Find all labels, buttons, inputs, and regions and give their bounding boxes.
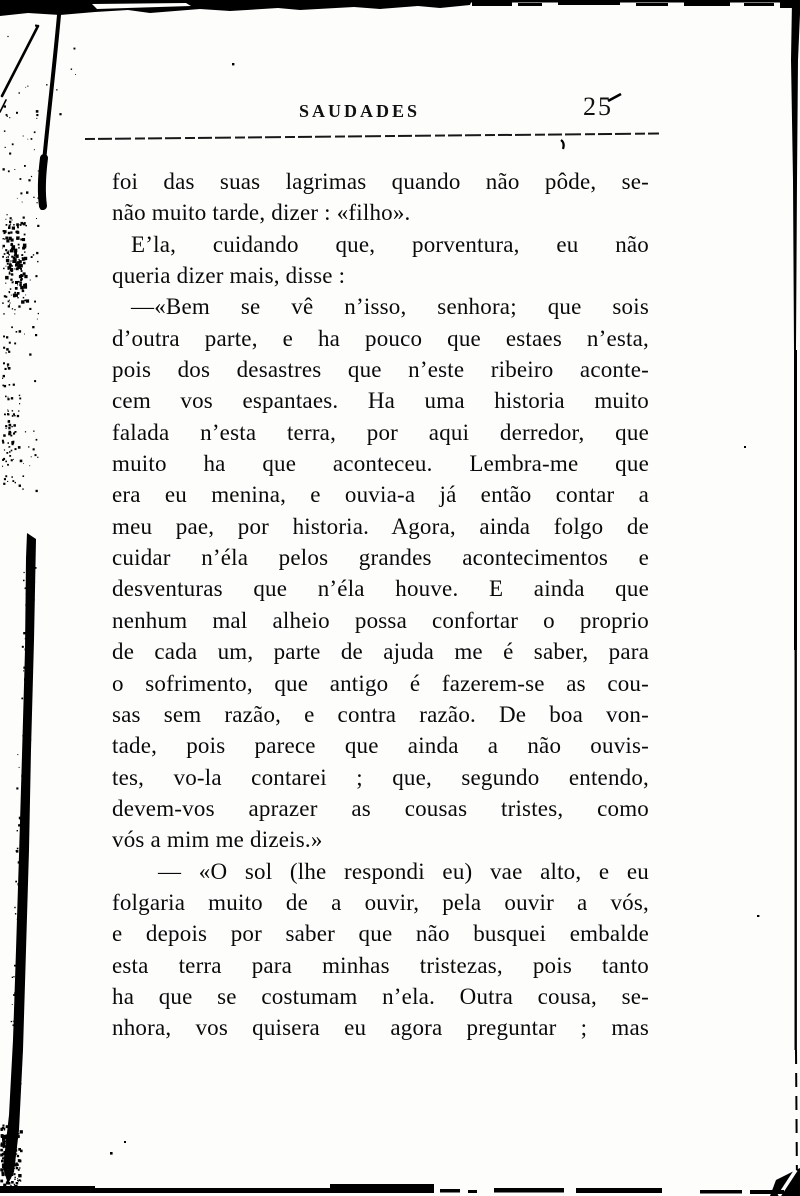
text-line: E’la, cuidando que, porventura, eu não xyxy=(131,231,649,257)
top-left-crease-artifact xyxy=(0,4,60,208)
text-line: cem vos espantaes. Ha uma historia muito xyxy=(112,388,649,414)
text-line: não muito tarde, dizer : «filho». xyxy=(112,200,411,226)
text-line: falada n’esta terra, por aqui derredor, que xyxy=(112,419,649,445)
text-line: sas sem razão, e contra razão. De boa von- xyxy=(112,701,649,727)
text-line: ha que se costumam n’ela. Outra cousa, se- xyxy=(112,983,649,1009)
text-line: —«Bem se vê n’isso, senhora; que sois xyxy=(131,294,649,320)
text-line: e depois por saber que não busquei embalde xyxy=(112,921,649,947)
bottom-edge-artifact xyxy=(0,1184,784,1194)
text-line: cuidar n’éla pelos grandes acontecimentos e xyxy=(112,545,649,571)
text-line: era eu menina, e ouvia-a já então contar a xyxy=(112,482,649,508)
text-line: o sofrimento, que antigo é fazerem-se as cou- xyxy=(112,670,649,696)
text-line: tade, pois parece que ainda a não ouvis- xyxy=(112,733,649,759)
top-edge-artifact xyxy=(0,0,800,16)
running-title: SAUDADES xyxy=(299,101,421,121)
text-line: meu pae, por historia. Agora, ainda folgo de xyxy=(112,513,649,539)
text-line: muito ha que aconteceu. Lembra-me que xyxy=(112,451,649,477)
text-line: queria dizer mais, disse : xyxy=(112,263,346,289)
text-line: nenhum mal alheio possa confortar o proprio xyxy=(112,607,649,633)
left-gutter-artifact xyxy=(3,533,36,1184)
header-rule xyxy=(85,132,659,140)
page-number: 25 xyxy=(583,92,613,121)
body-text xyxy=(112,166,649,1044)
text-line: nhora, vos quisera eu agora preguntar ; mas xyxy=(112,1015,649,1041)
text-line: vós a mim me dizeis.» xyxy=(112,827,323,853)
text-line: pois dos desastres que n’este ribeiro aconte- xyxy=(112,357,649,383)
speckle-noise xyxy=(0,25,76,1189)
text-line: foi das suas lagrimas quando não pôde, se- xyxy=(112,169,649,194)
text-line: d’outra parte, e ha pouco que estaes n’esta, xyxy=(112,325,649,351)
text-line: desventuras que n’éla houve. E ainda que xyxy=(112,576,649,602)
text-line: tes, vo-la contarei ; que, segundo entendo, xyxy=(112,764,649,790)
text-line: esta terra para minhas tristezas, pois tanto xyxy=(112,952,649,978)
text-line: de cada um, parte de ajuda me é saber, para xyxy=(112,639,649,665)
text-line: — «O sol (lhe respondi eu) vae alto, e eu xyxy=(158,858,649,884)
right-edge-artifact xyxy=(770,0,800,1196)
text-line: folgaria muito de a ouvir, pela ouvir a vós, xyxy=(112,889,649,915)
text-line: devem-vos aprazer as cousas tristes, como xyxy=(112,795,649,821)
